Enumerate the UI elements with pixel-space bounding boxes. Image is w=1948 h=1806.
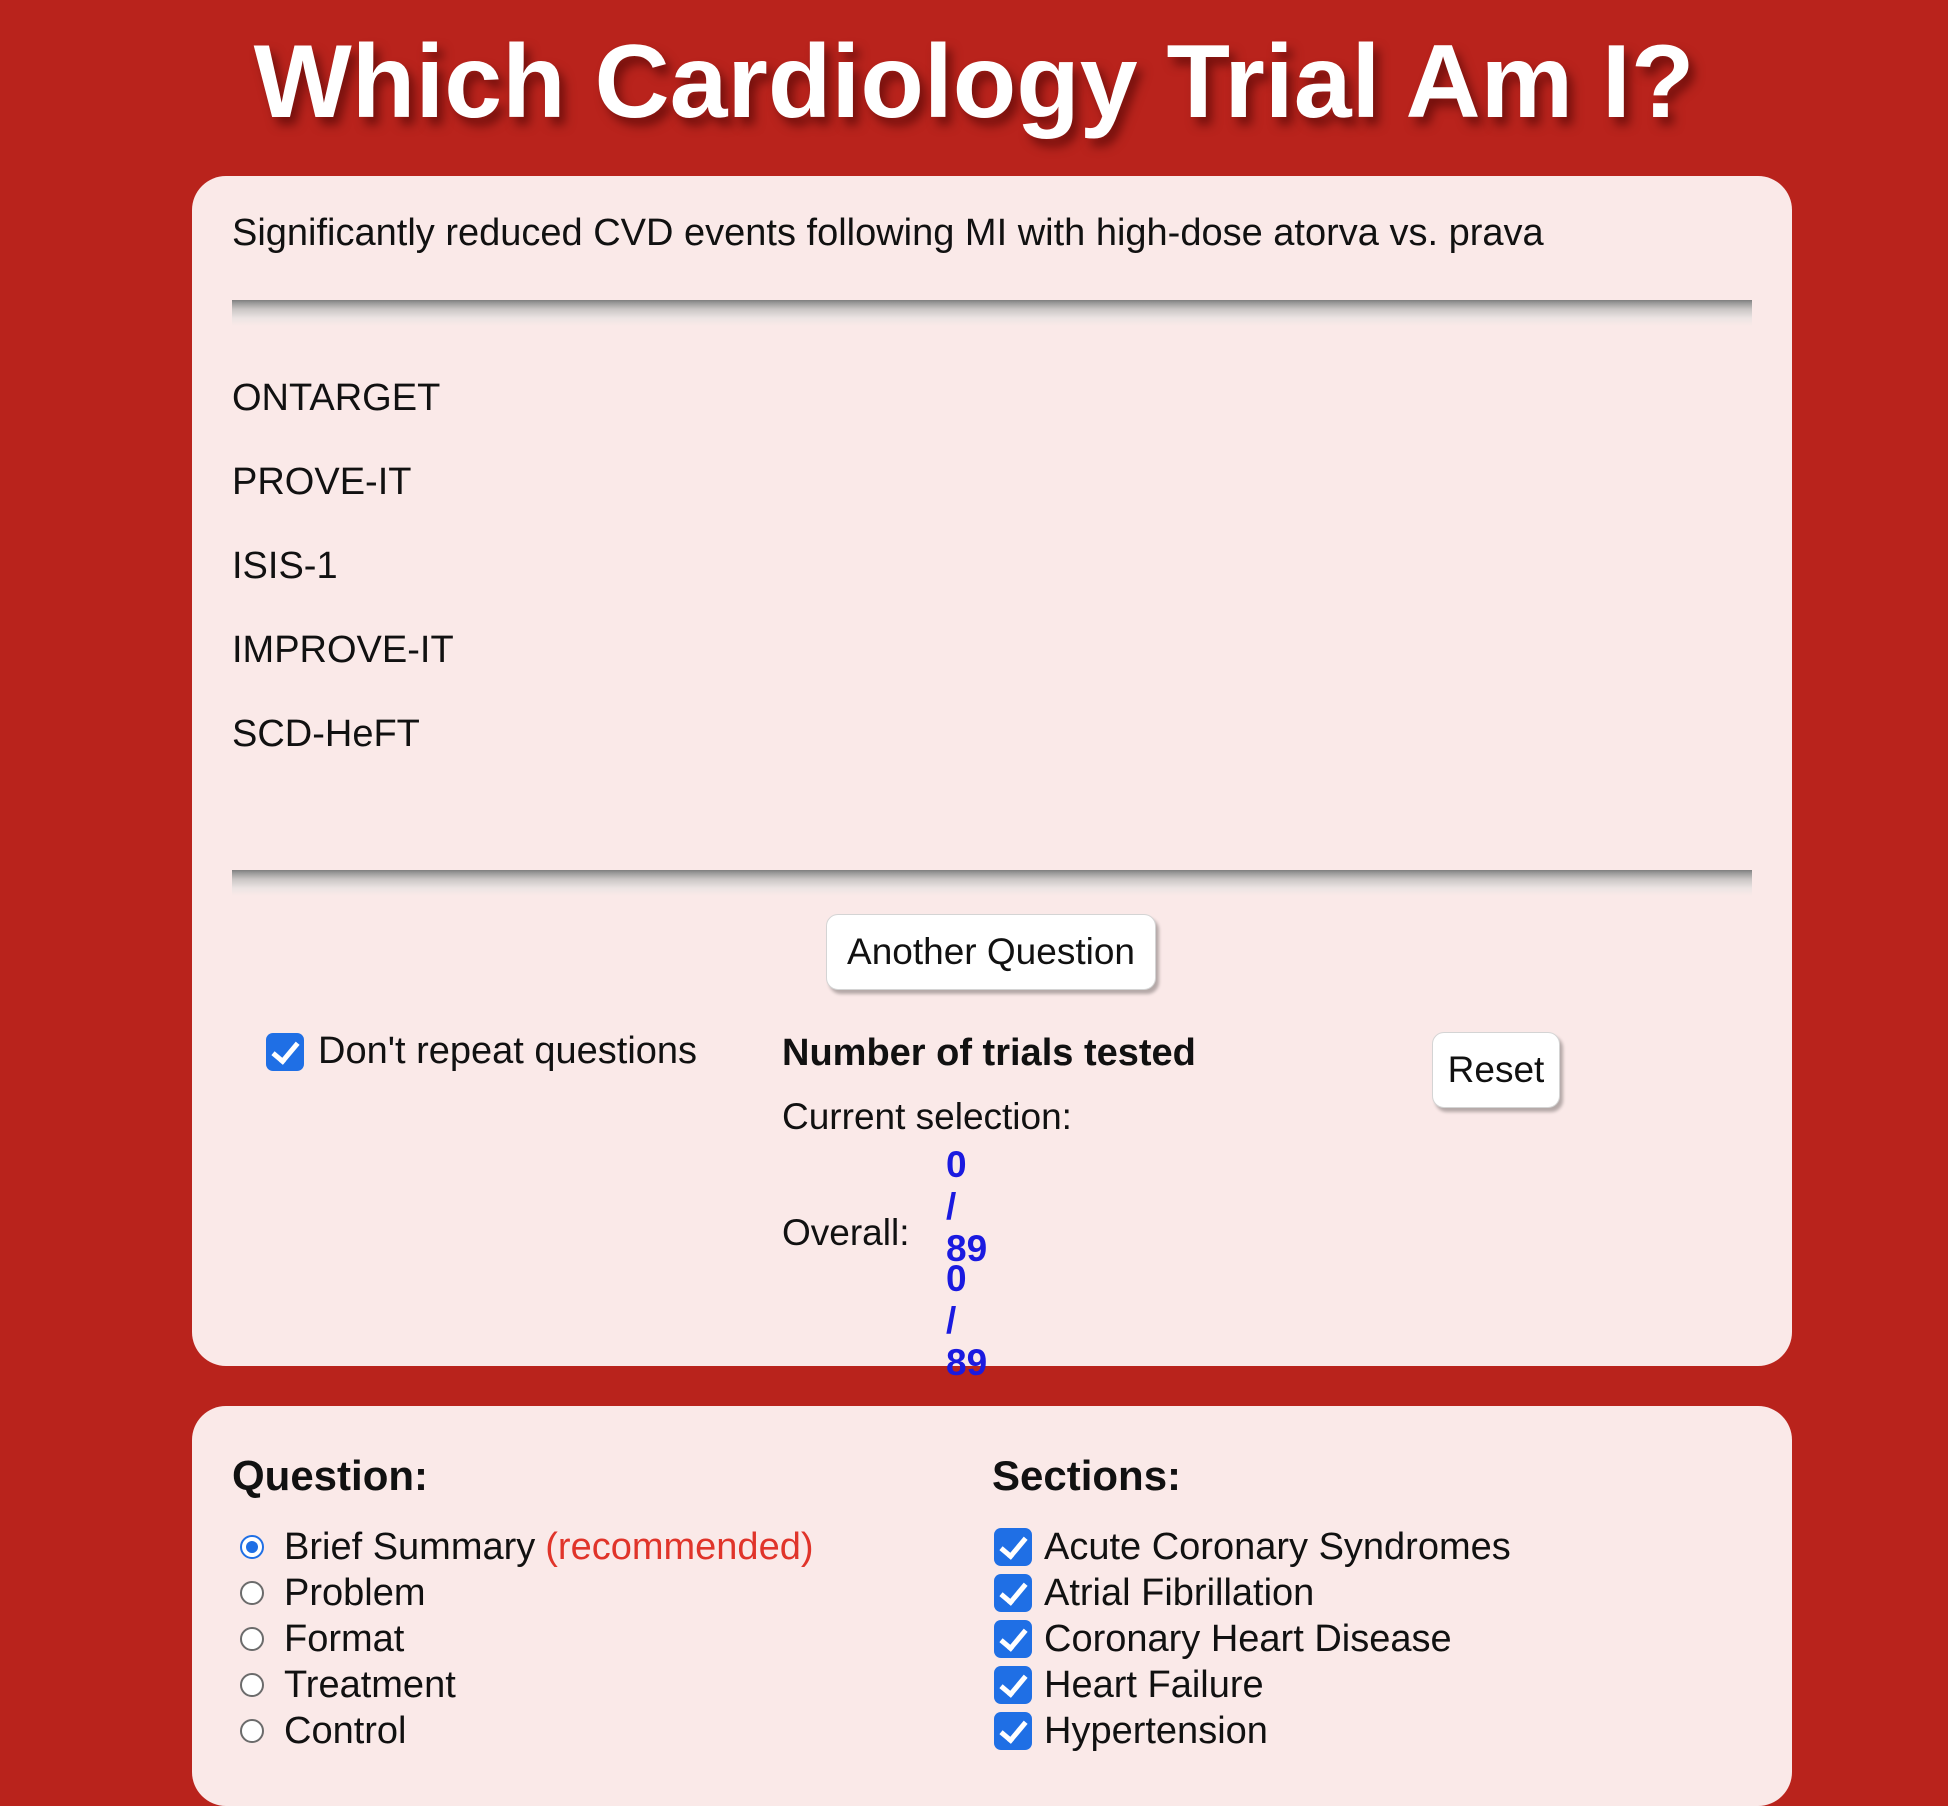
radio-icon[interactable] (240, 1581, 264, 1605)
overall-label: Overall: (782, 1212, 910, 1253)
section-label: Hypertension (1044, 1710, 1268, 1752)
section-option[interactable] (994, 1524, 1511, 1570)
checkbox-checked-icon[interactable] (994, 1666, 1032, 1704)
answer-option[interactable]: ISIS-1 (232, 545, 338, 587)
answer-list (232, 356, 454, 776)
divider (232, 870, 1752, 896)
answer-option[interactable]: ONTARGET (232, 377, 441, 419)
section-option[interactable] (994, 1662, 1511, 1708)
question-type-option[interactable] (240, 1708, 814, 1754)
checkbox-checked-icon[interactable] (994, 1712, 1032, 1750)
question-type-option[interactable] (240, 1570, 814, 1616)
reset-button[interactable]: Reset (1432, 1032, 1560, 1108)
section-option[interactable] (994, 1570, 1511, 1616)
checkbox-checked-icon[interactable] (994, 1528, 1032, 1566)
radio-icon[interactable] (240, 1627, 264, 1651)
radio-icon[interactable] (240, 1673, 264, 1697)
answer-option[interactable]: IMPROVE-IT (232, 629, 454, 671)
another-question-button[interactable]: Another Question (826, 914, 1156, 990)
sections-list (994, 1524, 1511, 1754)
settings-card (192, 1406, 1792, 1806)
radio-selected-icon[interactable] (240, 1535, 264, 1559)
question-type-option[interactable] (240, 1616, 814, 1662)
section-label: Acute Coronary Syndromes (1044, 1526, 1511, 1568)
question-type-option[interactable] (240, 1662, 814, 1708)
dont-repeat-toggle[interactable] (266, 1030, 697, 1073)
checkbox-checked-icon[interactable] (994, 1574, 1032, 1612)
answer-option[interactable]: SCD-HeFT (232, 713, 420, 755)
current-selection-label: Current selection: (782, 1096, 1072, 1137)
question-type-list (240, 1524, 814, 1754)
section-option[interactable] (994, 1616, 1511, 1662)
radio-icon[interactable] (240, 1719, 264, 1743)
question-text: Significantly reduced CVD events following MI with high-dose atorva vs. prava (232, 212, 1544, 254)
option-label: Treatment (284, 1664, 456, 1706)
checkbox-checked-icon[interactable] (994, 1620, 1032, 1658)
page-title: Which Cardiology Trial Am I? (253, 24, 1695, 140)
option-label: Brief Summary (284, 1526, 536, 1568)
recommended-note: (recommended) (545, 1526, 814, 1568)
answer-option[interactable]: PROVE-IT (232, 461, 412, 503)
question-type-heading: Question: (232, 1452, 428, 1499)
section-label: Coronary Heart Disease (1044, 1618, 1452, 1660)
stats-heading: Number of trials tested (782, 1032, 1196, 1074)
option-label: Control (284, 1710, 407, 1752)
checkbox-checked-icon[interactable] (266, 1033, 304, 1071)
option-label: Problem (284, 1572, 426, 1614)
section-option[interactable] (994, 1708, 1511, 1754)
quiz-card: Significantly reduced CVD events following MI with high-dose atorva vs. prava ONTARGET PROVE-IT ISIS-1 IMPROVE-IT SCD-HeFT Another Question Don't repeat questions Number of trials tested Current selection: 0 / 89 Overall: 0 / 89 Reset (192, 176, 1792, 1366)
section-label: Atrial Fibrillation (1044, 1572, 1315, 1614)
option-label: Format (284, 1618, 405, 1660)
sections-heading: Sections: (992, 1452, 1182, 1499)
divider (232, 300, 1752, 326)
dont-repeat-label: Don't repeat questions (318, 1030, 698, 1072)
question-type-option[interactable] (240, 1524, 814, 1570)
section-label: Heart Failure (1044, 1664, 1264, 1706)
